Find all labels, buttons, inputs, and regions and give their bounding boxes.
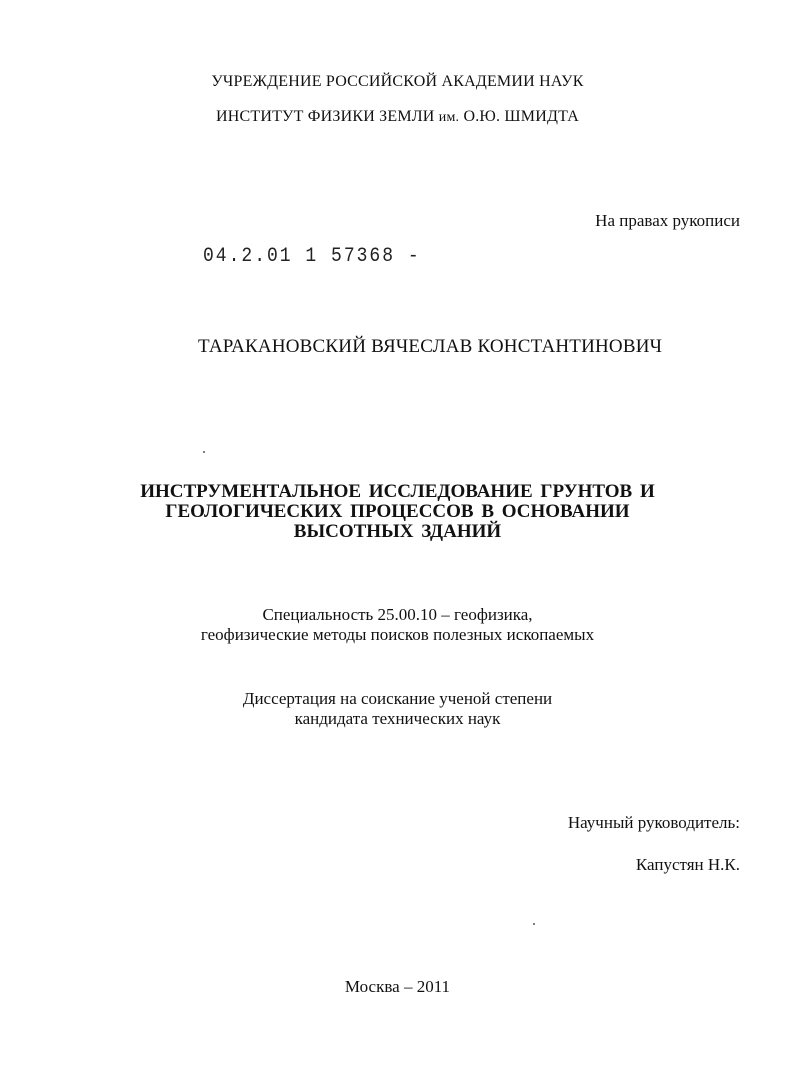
rights-note: На правах рукописи bbox=[595, 211, 740, 230]
scan-speck bbox=[203, 451, 205, 453]
supervisor-label: Научный руководитель: bbox=[567, 813, 740, 832]
city-year: Москва – 2011 bbox=[344, 977, 451, 996]
specialty-line-1: Специальность 25.00.10 – геофизика, bbox=[262, 605, 533, 624]
specialty-line-2: геофизические методы поисков полезных ископаемых bbox=[200, 625, 595, 644]
degree-line-1: Диссертация на соискание ученой степени bbox=[242, 689, 553, 708]
degree-line-2: кандидата технических наук bbox=[294, 709, 501, 728]
author-name: ТАРАКАНОВСКИЙ ВЯЧЕСЛАВ КОНСТАНТИНОВИЧ bbox=[198, 336, 663, 357]
title-line-3: ВЫСОТНЫХ ЗДАНИЙ bbox=[293, 521, 502, 542]
scan-speck bbox=[533, 923, 535, 925]
institute-main: ИНСТИТУТ ФИЗИКИ ЗЕМЛИ bbox=[215, 108, 435, 125]
title-line-2: ГЕОЛОГИЧЕСКИХ ПРОЦЕССОВ В ОСНОВАНИИ bbox=[165, 501, 630, 522]
title-line-1: ИНСТРУМЕНТАЛЬНОЕ ИССЛЕДОВАНИЕ ГРУНТОВ И bbox=[140, 481, 655, 502]
institute-name bbox=[0, 109, 795, 125]
institute-tail: О.Ю. ШМИДТА bbox=[463, 108, 580, 125]
registration-stamp: 04.2.01 1 57368 - bbox=[203, 244, 421, 268]
supervisor-name: Капустян Н.К. bbox=[635, 855, 740, 874]
organization-name: УЧРЕЖДЕНИЕ РОССИЙСКОЙ АКАДЕМИИ НАУК bbox=[211, 73, 584, 90]
institute-abbrev: им. bbox=[438, 110, 460, 125]
